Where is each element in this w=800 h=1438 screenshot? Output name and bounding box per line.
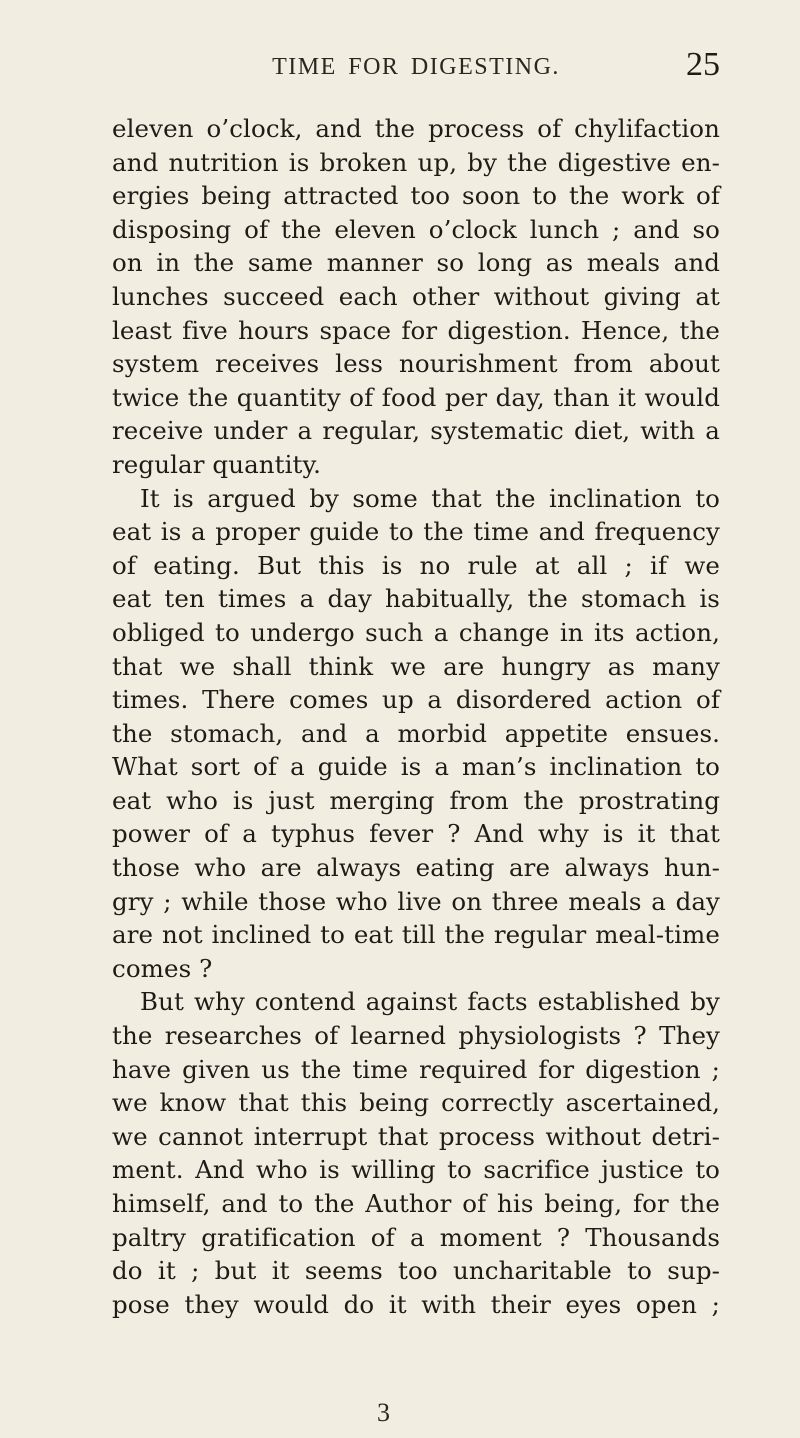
text-line: do it ; but it seems too uncharitable to sup- bbox=[112, 1256, 720, 1286]
text-line: we know that this being correctly ascertained, bbox=[112, 1088, 720, 1118]
text-line: It is argued by some that the inclination to bbox=[140, 483, 720, 513]
text-line: on in the same manner so long as meals and bbox=[112, 248, 720, 278]
text-line: obliged to undergo such a change in its action, bbox=[112, 617, 720, 647]
text-line: and nutrition is broken up, by the digestive en- bbox=[112, 147, 720, 177]
text-line: have given us the time required for digestion ; bbox=[112, 1054, 720, 1084]
text-line: least five hours space for digestion. Hence, the bbox=[112, 315, 720, 345]
text-line: we cannot interrupt that process without detri- bbox=[112, 1121, 720, 1151]
page-number: 25 bbox=[686, 46, 720, 83]
text-line: power of a typhus fever ? And why is it that bbox=[112, 819, 720, 849]
text-line: regular quantity. bbox=[112, 449, 322, 479]
paragraph-1 bbox=[112, 112, 720, 482]
paragraph-2 bbox=[112, 482, 720, 986]
text-line: eat is a proper guide to the time and frequency bbox=[112, 517, 720, 547]
text-line: gry ; while those who live on three meals a day bbox=[112, 886, 720, 916]
text-line: that we shall think we are hungry as many bbox=[112, 651, 720, 681]
text-line: those who are always eating are always hun- bbox=[112, 853, 720, 883]
text-line: What sort of a guide is a man’s inclination to bbox=[112, 752, 720, 782]
text-line: himself, and to the Author of his being, for the bbox=[112, 1189, 720, 1218]
text-line: paltry gratification of a moment ? Thousands bbox=[112, 1222, 720, 1252]
text-line: of eating. But this is no rule at all ; if we bbox=[112, 550, 720, 580]
text-line: times. There comes up a disordered action of bbox=[112, 685, 720, 715]
text-line: disposing of the eleven o’clock lunch ; and so bbox=[112, 214, 720, 244]
text-line: But why contend against facts established by bbox=[140, 987, 720, 1017]
text-line: twice the quantity of food per day, than it would bbox=[112, 382, 720, 412]
running-head bbox=[112, 0, 720, 98]
text-line: the stomach, and a morbid appetite ensues. bbox=[112, 718, 720, 748]
text-line: eleven o’clock, and the process of chylifaction bbox=[112, 114, 720, 143]
text-line: lunches succeed each other without giving at bbox=[112, 281, 720, 311]
signature-mark: 3 bbox=[377, 1398, 390, 1427]
running-title: TIME FOR DIGESTING. bbox=[272, 54, 560, 80]
text-line: system receives less nourishment from about bbox=[112, 349, 720, 379]
body-text bbox=[112, 112, 720, 1321]
text-line: ment. And who is willing to sacrifice justice to bbox=[112, 1155, 720, 1185]
text-line: eat who is just merging from the prostrating bbox=[112, 785, 720, 815]
text-line: receive under a regular, systematic diet, with a bbox=[112, 416, 720, 446]
text-line: ergies being attracted too soon to the work of bbox=[112, 181, 720, 211]
text-line: pose they would do it with their eyes open ; bbox=[112, 1289, 720, 1319]
text-line: comes ? bbox=[112, 953, 213, 983]
text-line: the researches of learned physiologists ? They bbox=[112, 1021, 720, 1051]
text-line: are not inclined to eat till the regular meal-time bbox=[112, 920, 720, 950]
text-line: eat ten times a day habitually, the stomach is bbox=[112, 584, 720, 614]
paragraph-3 bbox=[112, 985, 720, 1321]
